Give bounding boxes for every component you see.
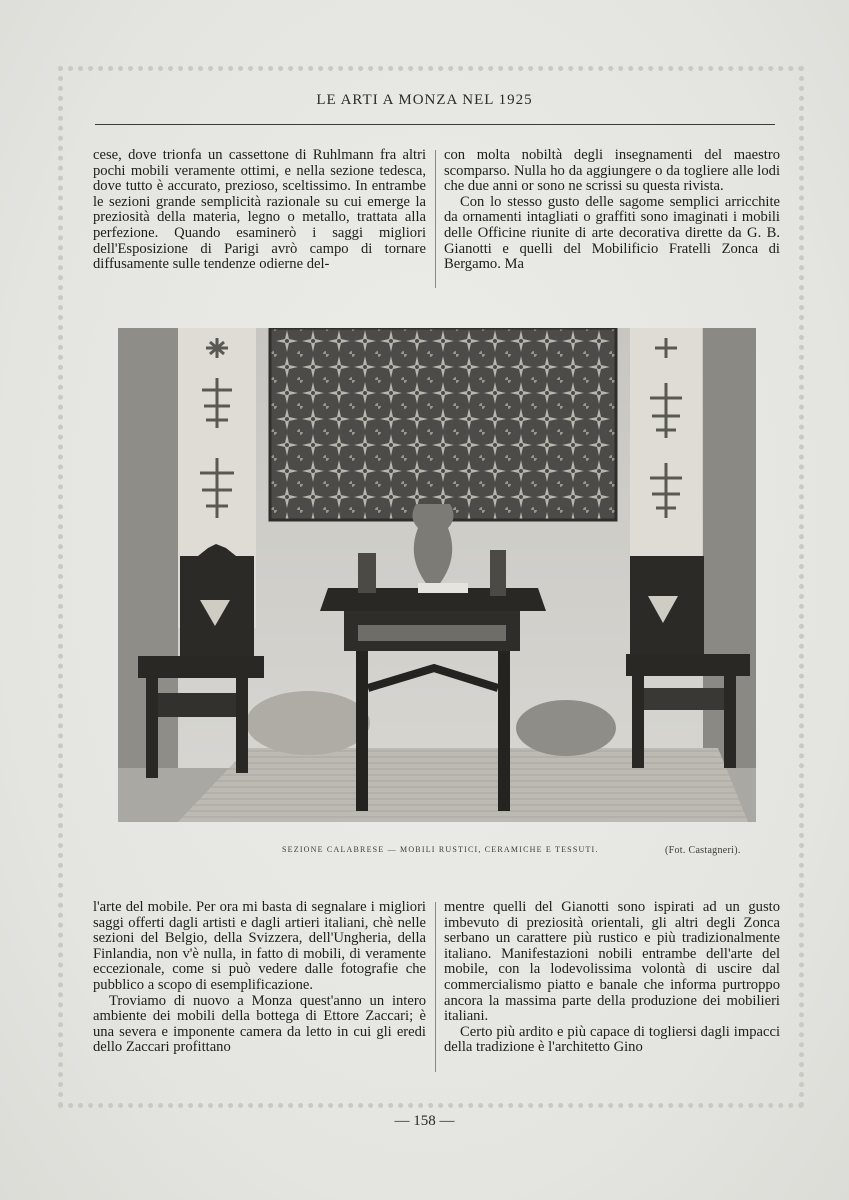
column-divider-top xyxy=(435,150,436,288)
header-rule xyxy=(95,124,775,125)
paragraph: Con lo stesso gusto delle sagome semplici arricchite da ornamenti intagliati o graffiti sono imaginati i mobili delle Officine riunite di arte decorativa dirette da G. B. Gianotti e quelli del Mobilificio Fratelli Zonca di Bergamo. Ma xyxy=(444,193,780,273)
paragraph: l'arte del mobile. Per ora mi basta di segnalare i migliori saggi offerti dagli artisti e dagli artieri italiani, chè nelle sezioni del Belgio, della Svizzera, dell'Ungheria, della Finlandia, non v'è nulla, in fatto di mobili, di veramente eccezionale, come si può vedere dalle fotografie che pubblico a scopo di esemplificazione. xyxy=(93,899,426,993)
text-column-top-left xyxy=(93,148,426,273)
photo-illustration xyxy=(118,328,756,822)
page-number: — 158 — xyxy=(394,1113,455,1129)
column-divider-bottom xyxy=(435,902,436,1072)
paragraph: Troviamo di nuovo a Monza quest'anno un intero ambiente dei mobili della bottega di Ettore Zaccari; è una severa e imponente camera da letto in cui gli eredi dello Zaccari profittano xyxy=(93,992,426,1056)
running-head: LE ARTI A MONZA NEL 1925 xyxy=(316,92,533,108)
photograph-calabrian-section xyxy=(118,328,756,822)
photo-caption: SEZIONE CALABRESE — MOBILI RUSTICI, CERAMICHE E TESSUTI. xyxy=(282,845,599,854)
paragraph: mentre quelli del Gianotti sono ispirati ad un gusto imbevuto di preziosità orientali, gli altri degli Zonca serbano un carattere più rustico e più tradizionalmente italiano. Manifestazioni nobili entrambe dell'arte del mobile, con la lodevolissima volontà di uscire dal commercialismo piatto e banale che informa purtroppo ancora la massima parte della produzione dei mobilieri italiani. xyxy=(444,899,780,1025)
paragraph: cese, dove trionfa un cassettone di Ruhlmann fra altri pochi mobili veramente ottimi, e nella sezione tedesca, dove tutto è accurato, prezioso, sceltissimo. In entrambe le sezioni grande semplicità razionale su cui emerge la preziosità della materia, legno o metallo, trattata alla perfezione. Quando esaminerò i saggi migliori dell'Esposizione di Parigi avrò campo di tornare diffusamente sulle tendenze odierne del- xyxy=(93,147,426,273)
photo-credit: (Fot. Castagneri). xyxy=(665,845,741,856)
text-column-bottom-left xyxy=(93,900,426,1056)
paragraph: Certo più ardito e più capace di togliersi dagli impacci della tradizione è l'architetto Gino xyxy=(444,1023,780,1056)
paragraph: con molta nobiltà degli insegnamenti del maestro scomparso. Nulla ho da aggiungere o da togliere alle lodi che due anni or sono ne scrissi su questa rivista. xyxy=(444,147,780,195)
text-column-bottom-right xyxy=(444,900,780,1056)
text-column-top-right xyxy=(444,148,780,273)
